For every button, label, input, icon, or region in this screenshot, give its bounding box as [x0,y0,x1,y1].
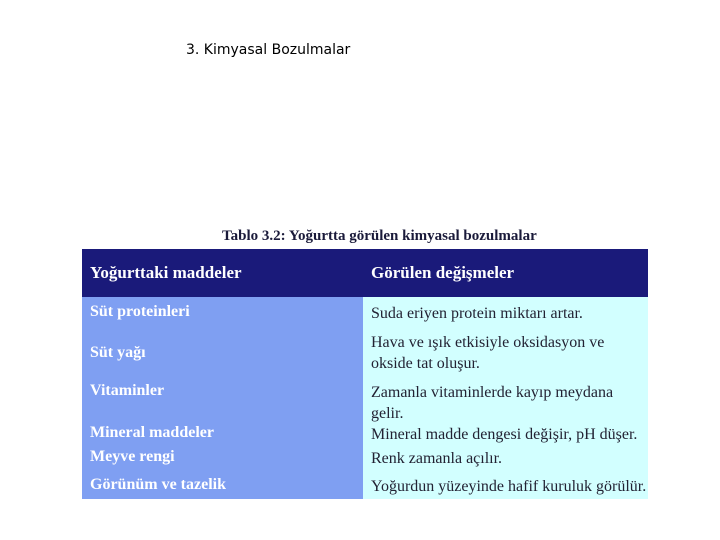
table-row [82,330,648,382]
header-changes: Görülen değişmeler [363,249,648,297]
table-row [82,300,648,330]
table-row [82,448,648,472]
slide-heading: 3. Kimyasal Bozulmalar [186,42,351,58]
change-cell: Yoğurdun yüzeyinde hafif kuruluk görülür. [363,472,648,499]
substance-cell: Süt proteinleri [82,300,363,330]
substance-cell: Süt yağı [82,330,363,382]
substance-cell: Görünüm ve tazelik [82,472,363,499]
change-cell: Renk zamanla açılır. [363,448,648,472]
change-cell: Hava ve ışık etkisiyle oksidasyon ve okside tat oluşur. [363,330,648,382]
substance-cell: Vitaminler [82,382,363,424]
substance-cell: Mineral maddeler [82,424,363,448]
chemical-spoilage-table [82,249,648,499]
table-row [82,382,648,424]
change-cell: Zamanla vitaminlerde kayıp meydana gelir. [363,382,648,424]
table-row [82,424,648,448]
table-row [82,472,648,499]
change-cell: Suda eriyen protein miktarı artar. [363,300,648,330]
substance-cell: Meyve rengi [82,448,363,472]
table-caption: Tablo 3.2: Yoğurtta görülen kimyasal bozulmalar [222,228,537,244]
table-header-row [82,249,648,297]
change-cell: Mineral madde dengesi değişir, pH düşer. [363,424,648,448]
header-substances: Yoğurttaki maddeler [82,249,363,297]
